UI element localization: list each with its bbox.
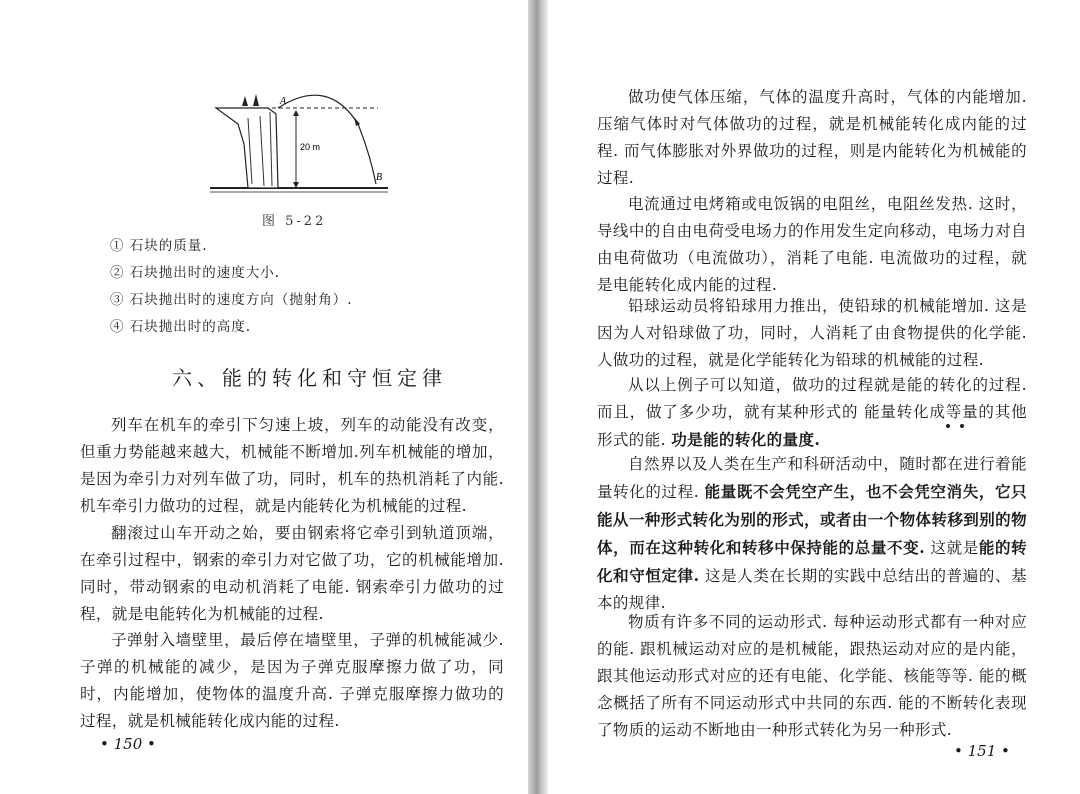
law-name: 能的转化和守恒定律. [597, 538, 1027, 585]
section-title: 六、能的转化和守恒定律 [172, 366, 447, 390]
paragraph [597, 451, 1027, 617]
figure-caption: 图 5-22 [262, 214, 327, 229]
conservation-law-statement: 能量既不会凭空产生，也不会凭空消失，它只能从一种形式转化为别的形式，或者由一个物体转移到别的物体，而在这种转化和转移中保持能的总量不变. [597, 482, 1027, 557]
paragraph-text: 自然界以及人类在生产和科研活动中，随时都在进行着能量转化的过程. [597, 455, 1027, 501]
height-label: 20 m [300, 142, 321, 152]
page-number-right: • 151 • [954, 742, 1010, 760]
figure-label-a: A [280, 96, 287, 107]
question-list [110, 233, 353, 341]
paragraph-text: 从以上例子可以知道，做功的过程就是能的转化的过程.而且，做了多少功，就有某种形式的 能量转化成等量的其他形式的能. [597, 376, 1027, 449]
right-page [548, 0, 1080, 794]
figure-label-b: B [376, 172, 383, 183]
paragraph: 列车在机车的牵引下匀速上坡，列车的动能没有改变，但重力势能越来越大，机械能不断增加.列车机械能的增加，是因为牵引力对列车做了功，同时，机车的热机消耗了内能. 机车牵引力做功的过程，就是内能转化为机械能的过程. [80, 416, 504, 515]
question-item: ③ 石块抛出时的速度方向（抛射角）. [110, 292, 353, 308]
bold-statement: 功是能的转化的量度. [671, 430, 821, 449]
question-item: ① 石块的质量. [110, 238, 208, 254]
left-page [0, 0, 528, 794]
emphasis-dot [960, 424, 964, 428]
paragraph: 做功使气体压缩，气体的温度升高时，气体的内能增加. 压缩气体时对气体做功的过程，就是机械能转化成内能的过程. 而气体膨胀对外界做功的过程，则是内能转化为机械能的过程. [597, 88, 1027, 187]
paragraph: 子弹射入墙壁里，最后停在墙壁里，子弹的机械能减少.子弹的机械能的减少，是因为子弹克服摩擦力做了功，同时，内能增加，使物体的温度升高. 子弹克服摩擦力做功的过程，就是机械能转化成内能的过程. [80, 631, 504, 730]
book-spine [528, 0, 548, 794]
paragraph-text: 这是人类在长期的实践中总结出的普遍的、基本的规律. [597, 567, 1027, 612]
emphasis-dot [946, 424, 950, 428]
paragraph: 电流通过电烤箱或电饭锅的电阻丝，电阻丝发热. 这时，导线中的自由电荷受电场力的作用发生定向移动，电场力对自由电荷做功（电流做功），消耗了电能. 电流做功的过程，就是电能转化成内能的过程. [597, 195, 1027, 294]
question-item: ② 石块抛出时的速度大小. [110, 265, 281, 281]
paragraph-text: 这就是 [925, 539, 979, 557]
cliff-trajectory-figure [208, 84, 390, 202]
paragraph: 翻滚过山车开动之始，要由钢索将它牵引到轨道顶端，在牵引过程中，钢索的牵引力对它做了功，它的机械能增加.同时，带动钢索的电动机消耗了电能. 钢索牵引力做功的过程，就是电能转化为机械能的过程. [80, 524, 504, 623]
paragraph [597, 372, 1027, 454]
paragraph: 物质有许多不同的运动形式. 每种运动形式都有一种对应的能. 跟机械运动对应的是机械能，跟热运动对应的是内能，跟其他运动形式对应的还有电能、化学能、核能等等. 能的概念概括了所有不同运动形式中共同的东西. 能的不断转化表现了物质的运动不断地由一种形式转化为另一种形式. [597, 613, 1027, 739]
page-number-left: • 150 • [100, 735, 156, 753]
question-item: ④ 石块抛出时的高度. [110, 319, 252, 335]
paragraph: 铅球运动员将铅球用力推出，使铅球的机械能增加. 这是因为人对铅球做了功，同时，人消耗了由食物提供的化学能. 人做功的过程，就是化学能转化为铅球的机械能的过程. [597, 297, 1027, 369]
